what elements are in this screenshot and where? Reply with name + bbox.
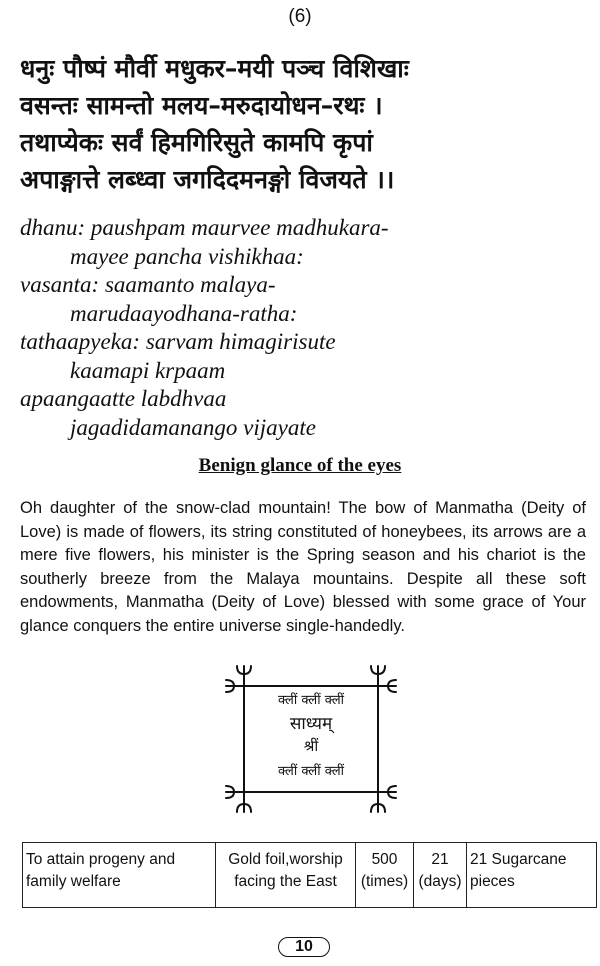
trident-icon (226, 666, 251, 692)
yantra-line: श्रीं (303, 737, 319, 755)
yantra-line: साध्यम् (289, 714, 333, 734)
page-number-footer: 10 (278, 937, 330, 957)
transliteration-block (20, 214, 585, 442)
translit-line: apaangaatte labdhvaa (20, 386, 227, 411)
translit-line: dhanu: paushpam maurvee madhukara- (20, 215, 389, 240)
translit-line: kaamapi krpaam (70, 357, 226, 383)
verse-line: वसन्तः सामन्तो मलय–मरुदायोधन–रथः । (20, 91, 383, 120)
trident-icon (226, 786, 251, 812)
table-cell-count: 500 (times) (356, 843, 414, 908)
translit-line: mayee pancha vishikhaa: (70, 243, 304, 269)
verse-line: अपाङ्गात्ते लब्ध्वा जगदिदमनङ्गो विजयते ।। (20, 165, 395, 194)
yantra-line: क्लीं क्लीं क्लीं (277, 693, 345, 708)
translit-line: jagadidamanango vijayate (70, 414, 316, 440)
meaning-paragraph: Oh daughter of the snow-clad mountain! The bow of Manmatha (Deity of Love) is made of flowers, its string constituted of honeybees, its arrows are a mere five flowers, his minister is the Spring season and his chariot is the southerly breeze from the Malaya mountains. Despite all these soft endowments, Manmatha (Deity of Love) blessed with some grace of Your glance conquers the entire universe single-handedly. (20, 499, 586, 635)
verse-line: धनुः पौष्पं मौर्वी मधुकर–मयी पञ्च विशिखाः (20, 54, 409, 83)
sanskrit-verse (20, 50, 585, 198)
yantra-line: क्लीं क्लीं क्लीं (277, 764, 345, 779)
translit-line: marudaayodhana-ratha: (70, 300, 298, 326)
table-cell-method: Gold foil,worship facing the East (216, 843, 356, 908)
verse-line: तथाप्येकः सर्वं हिमगिरिसुते कामपि कृपां (20, 128, 373, 157)
table-cell-offering: 21 Sugarcane pieces (467, 843, 597, 908)
yantra-diagram (222, 660, 400, 818)
table-cell-duration: 21 (days) (414, 843, 467, 908)
page-number-top: (6) (288, 6, 312, 27)
table-cell-purpose: To attain progeny and family welfare (23, 843, 216, 908)
trident-icon (371, 786, 396, 812)
trident-icon (371, 666, 396, 692)
table-row (23, 843, 597, 908)
translit-line: vasanta: saamanto malaya- (20, 272, 276, 297)
ritual-table (22, 842, 597, 908)
section-heading: Benign glance of the eyes (198, 455, 402, 476)
translit-line: tathaapyeka: sarvam himagirisute (20, 329, 336, 354)
